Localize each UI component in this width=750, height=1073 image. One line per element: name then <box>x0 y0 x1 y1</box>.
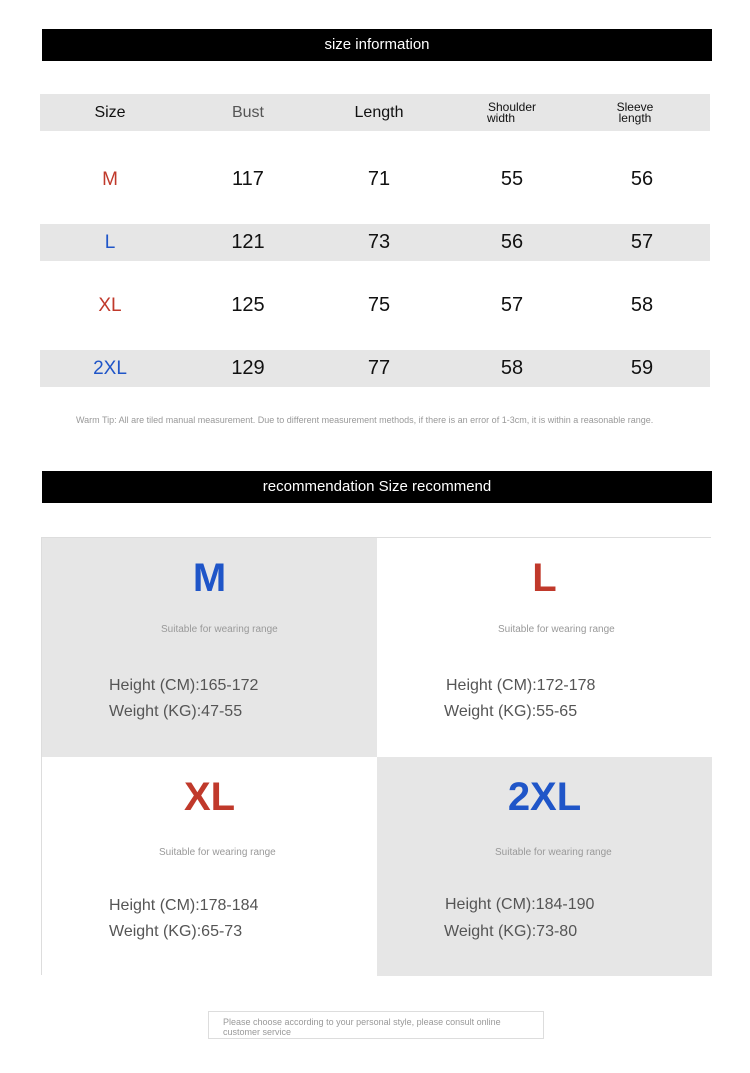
card-suitable: Suitable for wearing range <box>161 624 278 635</box>
length-value: 73 <box>367 231 391 253</box>
header-shoulder-line2: width <box>486 110 515 125</box>
bust-value: 117 <box>232 168 264 190</box>
recommend-card-xl <box>42 757 377 976</box>
bust-value: 125 <box>231 294 265 316</box>
recommend-card-2xl <box>377 757 712 976</box>
card-suitable: Suitable for wearing range <box>498 624 615 635</box>
sleeve-value: 56 <box>630 168 654 190</box>
bust-value: 121 <box>231 231 265 253</box>
size-label: XL <box>98 294 122 316</box>
card-suitable: Suitable for wearing range <box>495 847 612 858</box>
table-row <box>40 224 710 261</box>
size-recommendation-banner <box>42 471 712 503</box>
length-value: 75 <box>367 294 391 316</box>
card-weight: Weight (KG):65-73 <box>109 923 243 940</box>
shoulder-value: 58 <box>500 357 524 379</box>
shoulder-value: 57 <box>500 294 524 316</box>
recommendation-grid <box>41 537 711 975</box>
card-size: L <box>532 556 557 600</box>
recommend-card-l <box>377 538 712 757</box>
length-value: 71 <box>367 168 391 190</box>
footer-note: Please choose according to your personal style, please consult online customer service <box>208 1011 544 1039</box>
card-height: Height (CM):165-172 <box>109 677 259 694</box>
shoulder-value: 56 <box>500 231 524 253</box>
header-sleeve-length <box>592 94 692 131</box>
table-header-row <box>40 94 710 131</box>
header-bust: Bust <box>231 103 264 121</box>
table-row <box>40 161 710 198</box>
length-value: 77 <box>367 357 391 379</box>
banner-title: size information <box>324 36 430 53</box>
recommend-card-m <box>42 538 377 757</box>
card-height: Height (CM):178-184 <box>109 897 259 914</box>
size-information-banner <box>42 29 712 61</box>
header-sleeve-line1: Sleeve <box>616 99 654 114</box>
table-row <box>40 350 710 387</box>
header-shoulder-width <box>462 94 562 131</box>
card-weight: Weight (KG):47-55 <box>109 703 243 720</box>
header-shoulder-line1: Shoulder <box>487 99 537 114</box>
card-height: Height (CM):172-178 <box>446 677 596 694</box>
size-label: M <box>102 168 118 190</box>
card-size: 2XL <box>507 775 582 819</box>
size-table <box>40 94 710 387</box>
card-suitable: Suitable for wearing range <box>159 847 276 858</box>
warm-tip: Warm Tip: All are tiled manual measurement. Due to different measurement methods, if there is an error of 1-3cm, it is within a reasonable range. <box>76 415 654 425</box>
size-label: L <box>104 231 116 253</box>
card-height: Height (CM):184-190 <box>445 896 595 913</box>
card-size: XL <box>183 775 236 819</box>
size-label: 2XL <box>93 357 127 379</box>
table-row <box>40 287 710 324</box>
header-size: Size <box>94 103 126 121</box>
card-weight: Weight (KG):55-65 <box>444 703 578 720</box>
header-length: Length <box>354 103 404 121</box>
shoulder-value: 55 <box>500 168 524 190</box>
card-size: M <box>192 556 227 600</box>
sleeve-value: 57 <box>630 231 654 253</box>
card-weight: Weight (KG):73-80 <box>444 923 578 940</box>
sleeve-value: 59 <box>630 357 654 379</box>
bust-value: 129 <box>231 357 265 379</box>
banner-title: recommendation Size recommend <box>262 478 492 495</box>
sleeve-value: 58 <box>630 294 654 316</box>
header-sleeve-line2: length <box>618 110 652 125</box>
